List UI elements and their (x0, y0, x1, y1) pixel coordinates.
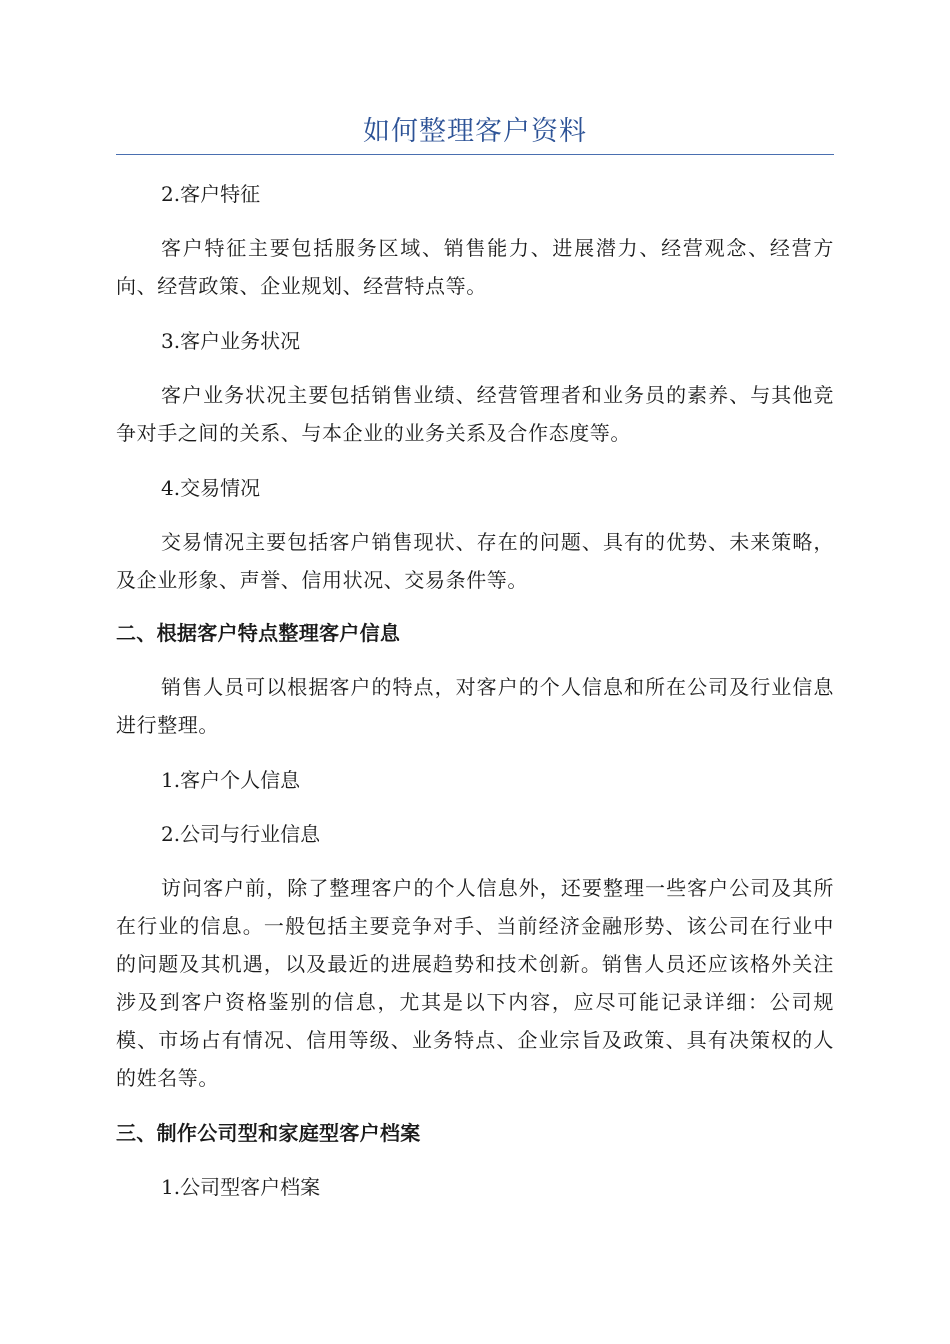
section-heading-2: 二、根据客户特点整理客户信息 (116, 621, 401, 645)
item-business-status: 3.客户业务状况 (161, 329, 301, 353)
paragraph-customer-characteristics: 客户特征主要包括服务区域、销售能力、进展潜力、经营观念、经营方向、经营政策、企业规划、经营特点等。 (116, 236, 834, 298)
item-transaction-status: 4.交易情况 (161, 476, 261, 500)
paragraph-organize-by-characteristics: 销售人员可以根据客户的特点，对客户的个人信息和所在公司及行业信息进行整理。 (116, 675, 834, 737)
title-underline (116, 154, 834, 155)
paragraph-transaction-status: 交易情况主要包括客户销售现状、存在的问题、具有的优势、未来策略，及企业形象、声誉、信用状况、交易条件等。 (116, 530, 834, 592)
paragraph-company-industry-info: 访问客户前，除了整理客户的个人信息外，还要整理一些客户公司及其所在行业的信息。一般包括主要竞争对手、当前经济金融形势、该公司在行业中的问题及其机遇，以及最近的进展趋势和技术创新。销售人员还应该格外关注涉及到客户资格鉴别的信息，尤其是以下内容，应尽可能记录详细：公司规模、市场占有情况、信用等级、业务特点、企业宗旨及政策、具有决策权的人的姓名等。 (116, 876, 834, 1090)
item-company-file: 1.公司型客户档案 (161, 1175, 321, 1199)
item-customer-characteristics: 2.客户特征 (161, 182, 261, 206)
document-title: 如何整理客户资料 (363, 116, 587, 147)
item-company-industry-info: 2.公司与行业信息 (161, 822, 321, 846)
item-personal-info: 1.客户个人信息 (161, 768, 301, 792)
section-heading-3: 三、制作公司型和家庭型客户档案 (116, 1121, 421, 1145)
paragraph-business-status: 客户业务状况主要包括销售业绩、经营管理者和业务员的素养、与其他竞争对手之间的关系、与本企业的业务关系及合作态度等。 (116, 383, 834, 445)
